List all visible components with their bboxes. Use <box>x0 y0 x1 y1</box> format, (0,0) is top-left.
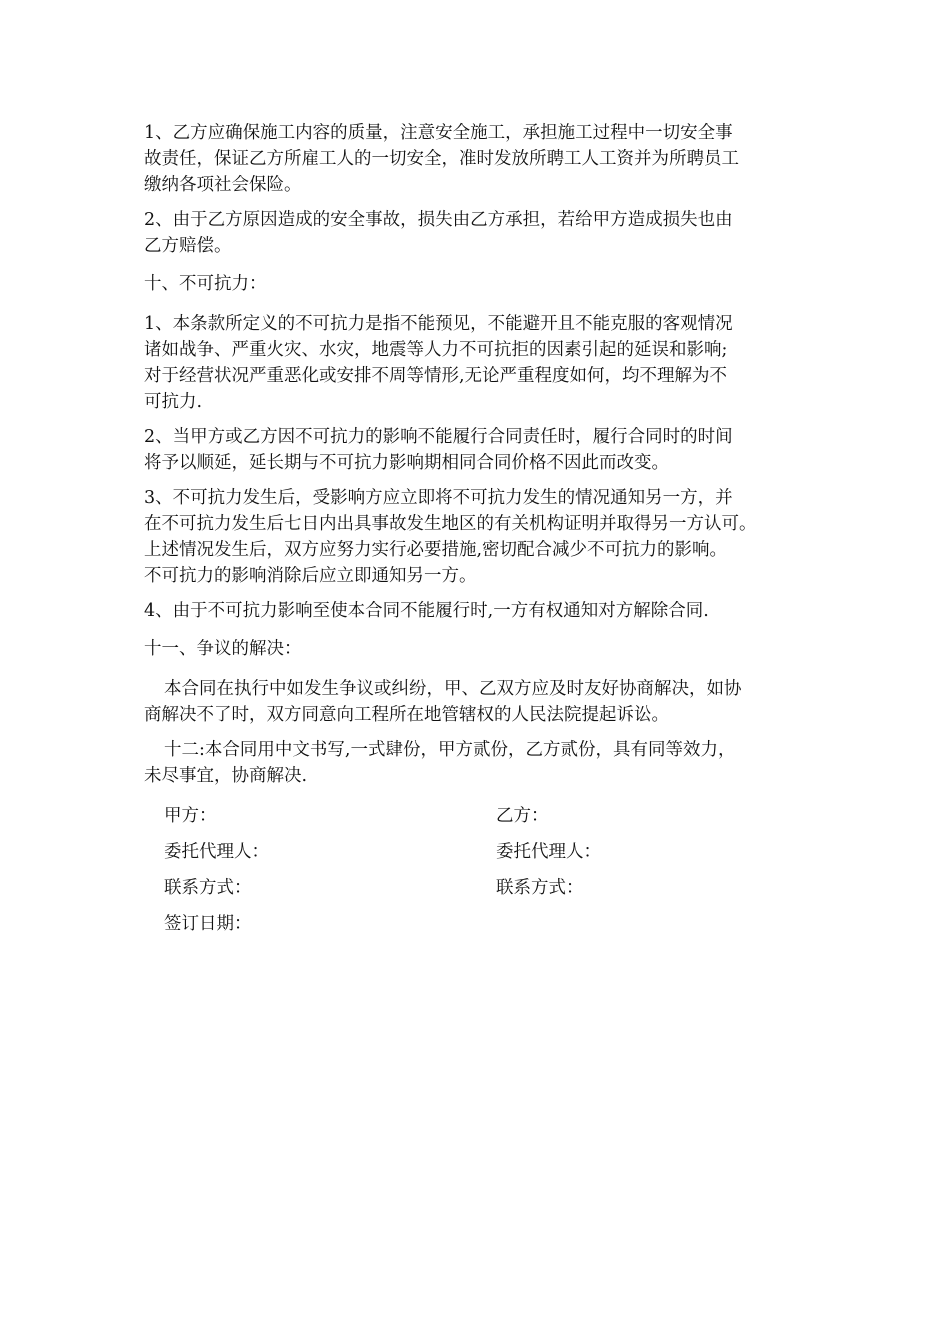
party-b-label: 乙方： <box>496 806 549 826</box>
contract-page <box>144 120 804 947</box>
force-majeure-clause-2: 2、当甲方或乙方因不可抗力的影响不能履行合同责任时，履行合同时的时间 将予以顺延，延长期与不可抗力影响期相同合同价格不因此而改变。 <box>144 427 733 473</box>
force-majeure-heading: 十、不可抗力： <box>144 274 267 294</box>
signature-block <box>144 803 804 937</box>
clause-12: 十二:本合同用中文书写,一式肆份，甲方贰份，乙方贰份，具有同等效力， 未尽事宜，协商解决. <box>144 740 736 786</box>
force-majeure-clause-3: 3、不可抗力发生后，受影响方应立即将不可抗力发生的情况通知另一方，并 在不可抗力发生后七日内出具事故发生地区的有关机构证明并取得另一方认可。 上述情况发生后，双方应努力实行必要措施,密切配合减少不可抗力的影响。 不可抗力的影响消除后应立即通知另一方。 <box>144 488 757 586</box>
contact-a-label: 联系方式： <box>164 878 252 898</box>
force-majeure-clause-1: 1、本条款所定义的不可抗力是指不能预见，不能避开且不能克服的客观情况 诸如战争、严重火灾、水灾，地震等人力不可抗拒的因素引起的延误和影响; 对于经营状况严重恶化或安排不周等情形,无论严重程度如何，均不理解为不 可抗力. <box>144 314 733 412</box>
signature-row-contact <box>144 875 804 901</box>
safety-clause-1: 1、乙方应确保施工内容的质量，注意安全施工，承担施工过程中一切安全事 故责任，保证乙方所雇工人的一切安全，准时发放所聘工人工资并为所聘员工 缴纳各项社会保险。 <box>144 123 739 195</box>
dispute-clause: 本合同在执行中如发生争议或纠纷，甲、乙双方应及时友好协商解决，如协 商解决不了时，双方同意向工程所在地管辖权的人民法院提起诉讼。 <box>144 679 742 725</box>
agent-a-label: 委托代理人： <box>164 842 269 862</box>
sign-date-label: 签订日期： <box>164 914 252 934</box>
safety-clause-2: 2、由于乙方原因造成的安全事故，损失由乙方承担，若给甲方造成损失也由 乙方赔偿。 <box>144 210 733 256</box>
agent-b-label: 委托代理人： <box>496 842 601 862</box>
force-majeure-clause-4: 4、由于不可抗力影响至使本合同不能履行时,一方有权通知对方解除合同. <box>144 601 709 621</box>
party-a-label: 甲方： <box>164 806 217 826</box>
dispute-heading: 十一、争议的解决： <box>144 639 302 659</box>
signature-row-agent <box>144 839 804 865</box>
signature-row-date <box>144 911 804 937</box>
signature-row-party <box>144 803 804 829</box>
contact-b-label: 联系方式： <box>496 878 584 898</box>
